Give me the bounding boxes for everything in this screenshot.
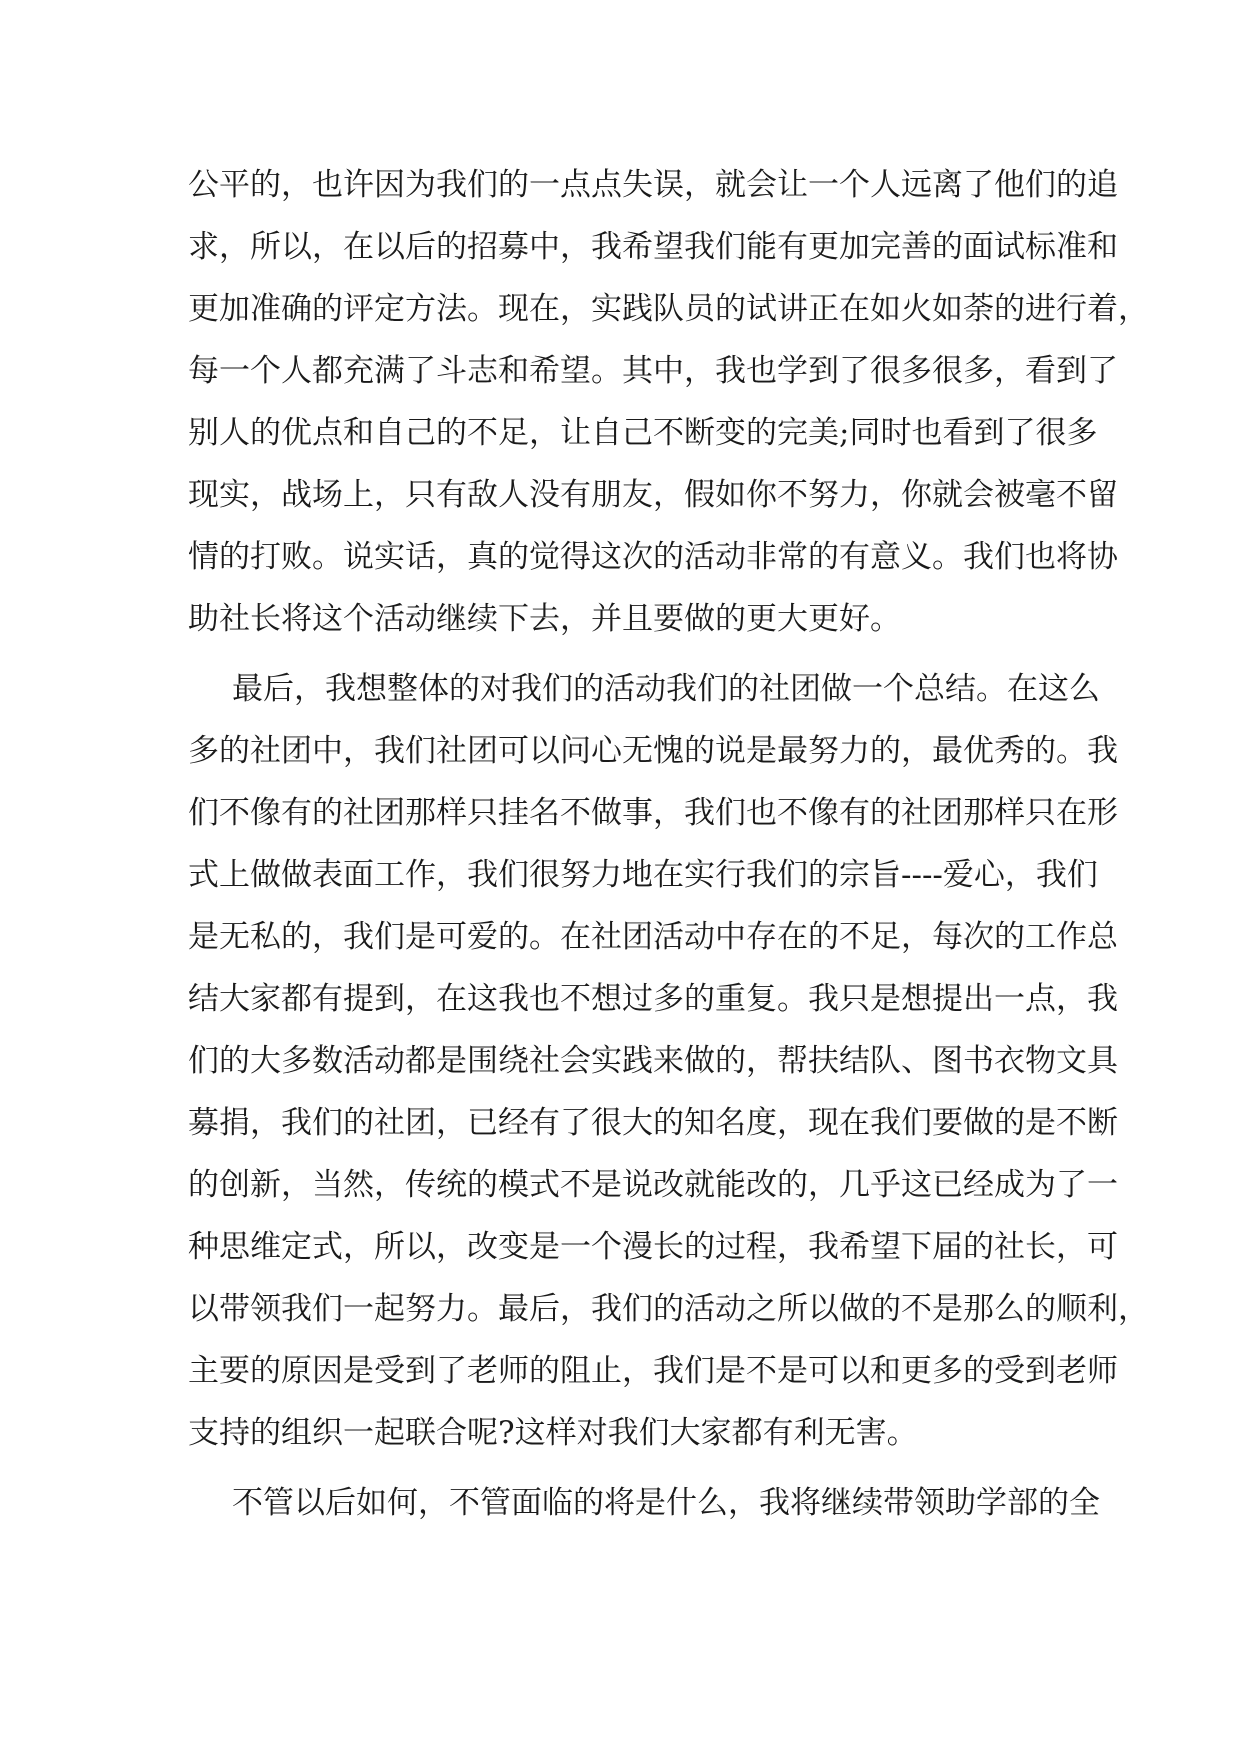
text-line: 们的大多数活动都是围绕社会实践来做的，帮扶结队、图书衣物文具 [188,1043,1118,1079]
text-line: 以带领我们一起努力。最后，我们的活动之所以做的不是那么的顺利， [188,1291,1149,1327]
text-line: 公平的，也许因为我们的一点点失误，就会让一个人远离了他们的追 [188,167,1118,203]
text-line: 情的打败。说实话，真的觉得这次的活动非常的有意义。我们也将协 [188,539,1118,575]
text-line: 式上做做表面工作，我们很努力地在实行我们的宗旨----爱心，我们 [188,857,1098,893]
text-line: 多的社团中，我们社团可以问心无愧的说是最努力的，最优秀的。我 [188,733,1118,769]
text-line: 不管以后如何，不管面临的将是什么，我将继续带领助学部的全 [232,1485,1100,1521]
text-line: 最后，我想整体的对我们的活动我们的社团做一个总结。在这么 [232,671,1100,707]
text-line: 们不像有的社团那样只挂名不做事，我们也不像有的社团那样只在形 [188,795,1118,831]
text-line: 是无私的，我们是可爱的。在社团活动中存在的不足，每次的工作总 [188,919,1118,955]
text-line: 更加准确的评定方法。现在，实践队员的试讲正在如火如荼的进行着， [188,291,1149,327]
text-line: 求，所以，在以后的招募中，我希望我们能有更加完善的面试标准和 [188,229,1118,265]
text-line: 支持的组织一起联合呢?这样对我们大家都有利无害。 [188,1415,918,1451]
text-line: 种思维定式，所以，改变是一个漫长的过程，我希望下届的社长，可 [188,1229,1118,1265]
text-line: 别人的优点和自己的不足，让自己不断变的完美;同时也看到了很多 [188,415,1098,451]
paragraph-spacer [188,1464,1058,1472]
text-line: 主要的原因是受到了老师的阻止，我们是不是可以和更多的受到老师 [188,1353,1118,1389]
paragraph-closing [188,1472,1100,1534]
text-line: 现实，战场上，只有敌人没有朋友，假如你不努力，你就会被毫不留 [188,477,1118,513]
text-line: 助社长将这个活动继续下去，并且要做的更大更好。 [188,601,901,637]
paragraph-spacer [188,650,1058,658]
document-body [188,154,1149,1534]
paragraph-summary [188,658,1149,1464]
text-line: 募捐，我们的社团，已经有了很大的知名度，现在我们要做的是不断 [188,1105,1118,1141]
text-line: 结大家都有提到，在这我也不想过多的重复。我只是想提出一点，我 [188,981,1118,1017]
text-line: 的创新，当然，传统的模式不是说改就能改的，几乎这已经成为了一 [188,1167,1118,1203]
text-line: 每一个人都充满了斗志和希望。其中，我也学到了很多很多，看到了 [188,353,1118,389]
paragraph-continued [188,154,1149,650]
